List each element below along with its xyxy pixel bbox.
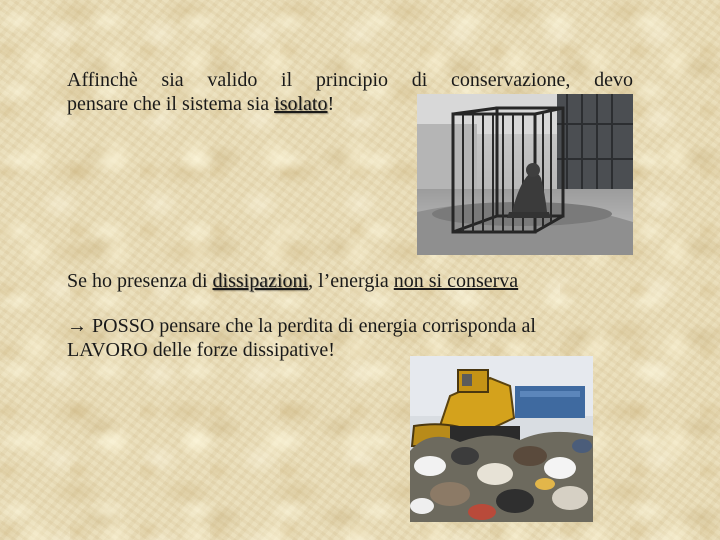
emphasis-dissipazioni: dissipazioni: [212, 270, 309, 292]
cage-sculpture-photo: [417, 94, 633, 255]
text-segment: , l’energia: [308, 270, 394, 292]
landfill-bulldozer-photo: [410, 356, 593, 522]
text-segment: !: [327, 93, 335, 115]
paragraph-dissipative-work: [67, 314, 633, 362]
text-segment: pensare che il sistema sia: [67, 93, 275, 115]
paragraph-line: LAVORO delle forze dissipative!: [67, 339, 335, 361]
paragraph-dissipation: [67, 269, 667, 293]
text-segment: POSSO pensare che la perdita di energia corrisponda al: [87, 315, 536, 337]
text-segment: Se ho presenza di: [67, 270, 213, 292]
emphasis-non-si-conserva: non si conserva: [393, 270, 519, 292]
arrow-right-icon: →: [67, 315, 87, 337]
paragraph-line: Affinchè sia valido il principio di conservazione, devo: [67, 69, 633, 91]
paragraph-line: [67, 314, 633, 338]
emphasis-isolato: isolato: [274, 93, 328, 115]
